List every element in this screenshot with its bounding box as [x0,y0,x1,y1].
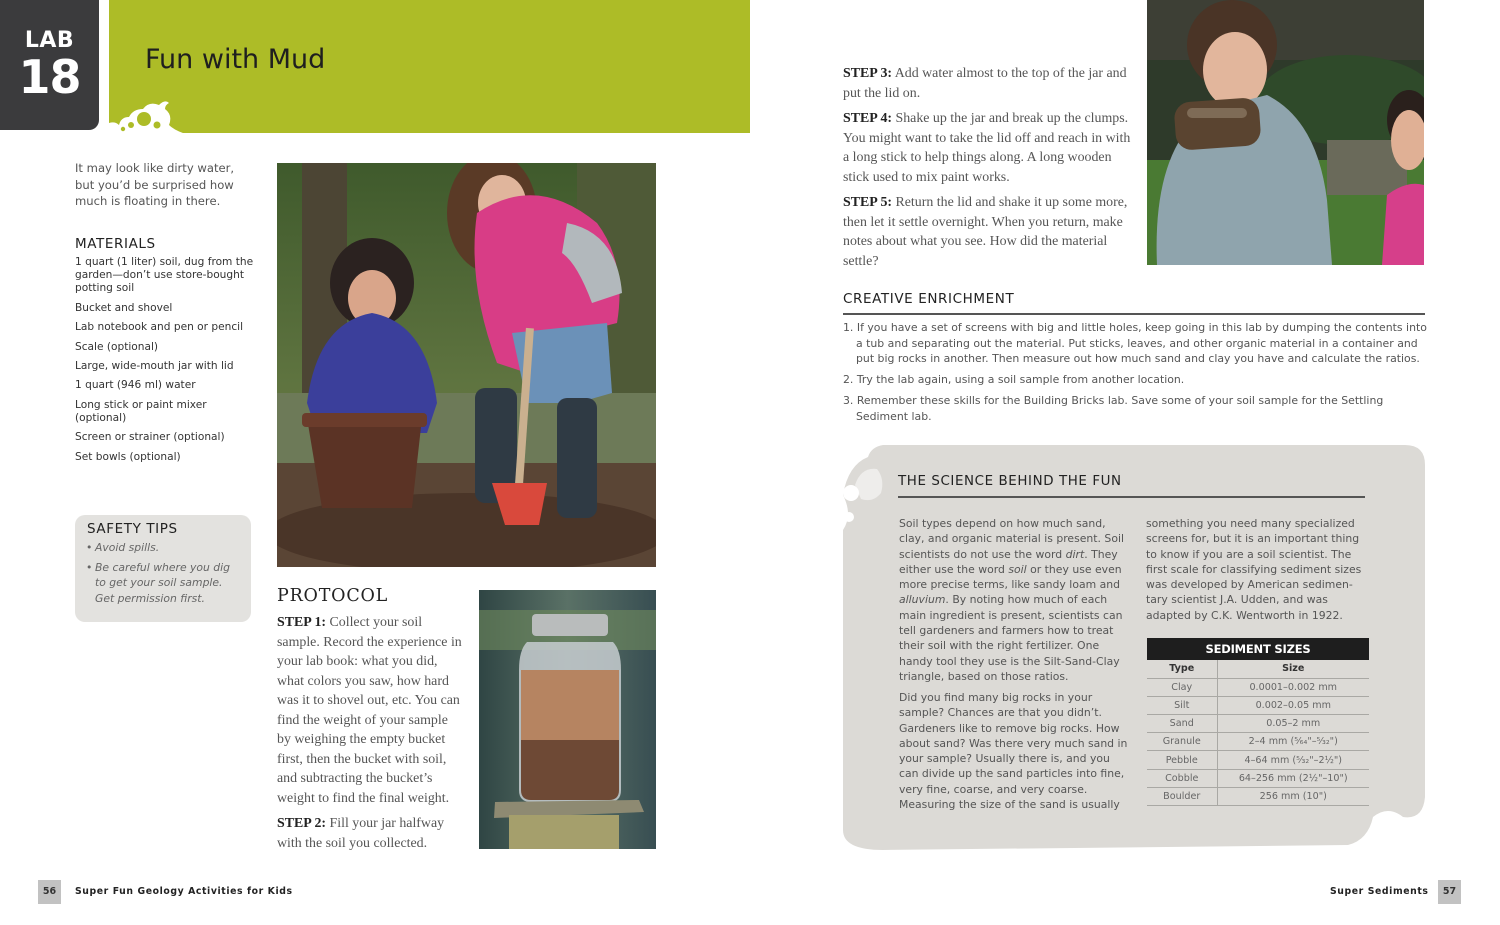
section-divider [843,313,1425,315]
science-paragraph-2: Did you find many big rocks in your sample? Chances are that you didn’t. Gardeners like to remove big rocks. How about sand? Was there very much sand in your sample? Usually there is, and you can divide up the sand particles into fine, very fine, coarse, and very coarse. Measuring the size of the sand is usually [899,691,1128,812]
enrichment-item: 2. Try the lab again, using a soil sample from another location. [843,373,1185,387]
enrichment-item: 3. Remember these skills for the Building Bricks lab. Save some of your soil sample for the Settling Sediment lab. [843,394,1384,423]
science-divider [898,496,1365,498]
step-text: Return the lid and shake it up some more, then let it settle overnight. When you return, make notes about what you see. How did the material settle? [843,195,1128,269]
step-label: STEP 5: [843,195,893,210]
protocol-step-2 [277,814,462,853]
step-text: Fill your jar halfway with the soil you collected. [277,816,445,851]
footer-book-title: Super Fun Geology Activities for Kids [75,886,293,897]
table-header-row [1147,660,1369,678]
table-row [1147,769,1369,787]
text-run: . By noting how much of each main ingredient is present, scientists can tell gardeners and farmers how to treat their soil with the right fertilizer. One handy tool they use is the Silt-Sand-Clay triangle, based on those ratios. [899,593,1123,683]
text-run: . They either use the word [899,547,1118,576]
creative-enrichment-heading: CREATIVE ENRICHMENT [843,291,1015,307]
intro-text: It may look like dirty water, but you’d be surprised how much is floating in there. [75,161,235,208]
safety-tip: • Be careful where you dig to get your soil sample. Get permission first. [87,560,239,606]
table-row [1147,696,1369,714]
step-text: Add water almost to the top of the jar and put the lid on. [843,66,1127,101]
material-item: 1 quart (946 ml) water [75,379,196,392]
science-paragraph-1 [899,516,1129,684]
type-cell: Silt [1147,696,1217,714]
photo-kids-digging [277,163,656,567]
title-banner [109,0,750,133]
table-row [1147,733,1369,751]
enrichment-item: 1. If you have a set of screens with big and little holes, keep going in this lab by dumping the contents into a tub and separating out the material. Put sticks, leaves, and other organic material in a container and put big rocks in another. Then measure out how much sand and clay you have and calculate the ratios. [843,321,1427,366]
material-item: Scale (optional) [75,340,159,353]
type-cell: Pebble [1147,751,1217,769]
material-item: Large, wide-mouth jar with lid [75,359,234,372]
table-row [1147,678,1369,696]
page-number-left: 56 [38,880,61,904]
material-item: Bucket and shovel [75,301,173,314]
materials-list [75,256,260,470]
material-item: Set bowls (optional) [75,450,181,463]
material-item: 1 quart (1 liter) soil, dug from the garden—don’t use store-bought potting soil [75,256,254,295]
materials-heading: MATERIALS [75,236,156,252]
text-run-italic: soil [1008,562,1027,576]
protocol-step-5 [843,193,1133,271]
size-cell: 64–256 mm (2½"–10") [1217,769,1369,787]
text-run-italic: dirt [1065,547,1085,561]
protocol-step-1 [277,613,462,808]
type-cell: Sand [1147,715,1217,733]
size-cell: 2–4 mm (⁵⁄₆₄"–⁵⁄₃₂") [1217,733,1369,751]
step-label: STEP 4: [843,111,893,126]
sediment-sizes-table [1147,638,1369,806]
footer-section-title: Super Sediments [1330,886,1429,897]
text-run: Soil types depend on how much sand, clay, and organic material is present. Soil scientists do not use the word [899,517,1124,561]
type-cell: Cobble [1147,769,1217,787]
page-number-right: 57 [1438,880,1461,904]
table-title: SEDIMENT SIZES [1147,638,1369,660]
size-cell: 256 mm (10") [1217,787,1369,805]
step-label: STEP 1: [277,615,327,630]
column-header: Size [1217,660,1369,678]
mud-splash-decoration [109,95,189,135]
type-cell: Clay [1147,678,1217,696]
step-label: STEP 3: [843,66,893,81]
lab-label: LAB [24,28,75,53]
table-row [1147,715,1369,733]
protocol-step-4 [843,109,1133,187]
size-cell: 0.0001–0.002 mm [1217,678,1369,696]
creative-enrichment-list [843,320,1433,430]
column-header: Type [1147,660,1217,678]
step-label: STEP 2: [277,816,327,831]
size-cell: 0.05–2 mm [1217,715,1369,733]
material-item: Lab notebook and pen or pencil [75,321,244,334]
lab-number: 18 [18,50,81,104]
material-item: Screen or strainer (optional) [75,431,225,444]
size-cell: 4–64 mm (⁵⁄₃₂"–2½") [1217,751,1369,769]
safety-tips-heading: SAFETY TIPS [87,521,178,537]
photo-boy-with-jar [1147,0,1424,265]
size-cell: 0.002–0.05 mm [1217,696,1369,714]
text-run: or they use even more precise terms, like sandy loam and [899,562,1122,592]
protocol-heading: PROTOCOL [277,586,389,606]
table-row [1147,751,1369,769]
table-row [1147,787,1369,805]
material-item: Long stick or paint mixer (optional) [75,398,207,424]
protocol-step-3 [843,64,1133,103]
page-title: Fun with Mud [145,44,326,75]
science-heading: THE SCIENCE BEHIND THE FUN [898,474,1122,489]
type-cell: Granule [1147,733,1217,751]
step-text: Shake up the jar and break up the clumps. You might want to take the lid off and reach in with a long stick to help things along. A long wooden stick used to mix paint works. [843,111,1131,185]
photo-mud-jar [479,590,656,849]
text-run-italic: alluvium [899,593,946,607]
safety-tips-box [75,515,251,622]
lab-number-badge [0,0,99,130]
type-cell: Boulder [1147,787,1217,805]
step-text: Collect your soil sample. Record the experience in your lab book: what you did, what colors you saw, how hard was it to shovel out, etc. You can find the weight of your sample by weighing the empty bucket first, then the bucket with soil, and subtracting the bucket’s weight to find the final weight. [277,615,462,806]
safety-tip: • Avoid spills. [87,540,239,555]
science-paragraph-3: something you need many specialized screens for, but it is an important thing to know if you are a soil scientist. The first scale for classifying sediment sizes was developed by American sedimen-tary scientist J.A. Udden, and was adapted by C.K. Wentworth in 1922. [1146,517,1362,622]
